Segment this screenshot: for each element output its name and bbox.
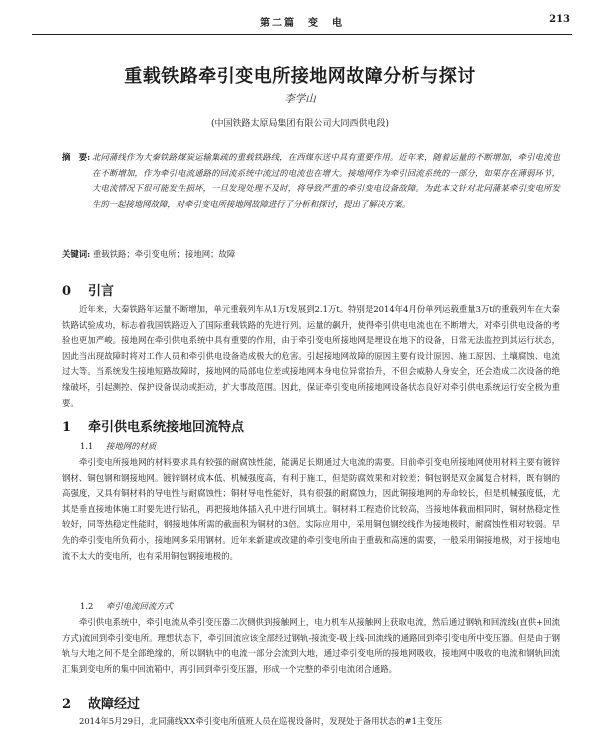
section-title: 引言 (88, 284, 115, 299)
article-title: 重载铁路牵引变电所接地网故障分析与探讨 (124, 66, 476, 87)
subsection-number: 1.2 (80, 601, 94, 611)
abstract-text: 北同蒲线作为大秦铁路煤炭运输集疏的重载铁路线，在西煤东送中具有重要作用。近年来，随着运量的不断增加，牵引电流也在不断增加，作为牵引电流通路的回流系统中流过的电流也在增大。接地网作为牵引回流系统的一部分，如果存在薄弱环节，大电流情况下很可能发生损坏，一旦发现处理不及时，将导致严重的牵引变电设备故障。为此本文针对北同蒲某牵引变电所发生的一起接地网故障，对牵引变电所接地网故障进行了分析和探讨，提出了解决方案。 (92, 152, 560, 209)
section-heading-intro (62, 280, 114, 299)
abstract-label: 摘 要: (62, 152, 91, 162)
section-title: 牵引供电系统接地回流特点 (88, 420, 245, 435)
subsection-heading-1-2 (80, 600, 173, 612)
subsection-title: 牵引电流回流方式 (106, 601, 173, 611)
keywords-text: 重载铁路；牵引变电所；接地网；故障 (92, 249, 236, 259)
subsection-heading-1-1 (80, 440, 156, 452)
subsection-number: 1.1 (80, 441, 94, 451)
section-2-paragraph: 2014年5月29日，北同蒲线XX牵引变电所值班人员在巡视设备时，发现处于备用状态的#1主变压 (79, 716, 443, 726)
section-number: 1 (62, 420, 72, 435)
section-title: 故障经过 (88, 697, 141, 712)
page-number: 213 (549, 14, 570, 25)
intro-paragraph: 近年来，大秦铁路年运量不断增加，单元重载列车从1万t发展到2.1万t。特别是2014年4月份单列运载重量3万t的重载列车在大秦铁路试验成功，标志着我国铁路迈入了国际重载铁路的先进行列。运量的飙升，使得牵引供电电流也在不断增大，对牵引供电设备的考验也更加严峻。接地网在牵引供电系统中具有重要的作用，由于牵引变电所接地网是埋设在地下的设备，日常无法监控到其运行状态，因此当出现故障时将对工作人员和牵引供电设备造成极大的危害。引起接地网故障的原因主要有设计原因、施工原因、土壤腐蚀、电流过大等。当系统发生接地短路故障时，接地网的局部电位差或接地网本身电位异常抬升，不但会威胁人身安全，还会造成二次设备的绝缘破坏，引起测控、保护设备误动或拒动，扩大事故范围。因此，保证牵引变电所接地网设备状态良好对牵引供电系统运行安全极为重要。 (62, 304, 560, 408)
section-number: 0 (62, 284, 72, 299)
article-author: 李学山 (284, 93, 316, 105)
section-number: 2 (62, 697, 72, 712)
section-heading-2 (62, 693, 140, 712)
running-header (32, 12, 572, 35)
running-title: 第二篇 变 电 (260, 18, 344, 29)
keywords (62, 248, 560, 260)
subsection-title: 接地网的材质 (106, 441, 157, 451)
article-affiliation: (中国铁路太原局集团有限公司大同西供电段) (210, 119, 390, 129)
keywords-label: 关键词: (62, 249, 91, 259)
section-heading-1 (62, 416, 244, 435)
subsection-1-1-paragraph: 牵引变电所接地网的材料要求具有较强的耐腐蚀性能，能满足长期通过大电流的需要。目前牵引变电所接地网使用材料主要有镀锌钢材、铜包钢和钢接地网。镀锌钢材成本低、机械强度高，有利于施工，但是防腐效果和对较差；铜包钢是双金属复合材料，既有钢的高强度，又具有铜材料的导电性与耐腐蚀性；铜材导电性能好，具有很强的耐腐蚀力，因此铜接地网的寿命较长，但是机械强度低，尤其是垂直接地体施工时要先进行钻孔，再把接地体插入孔中进行回填土。铜材料工程造价比较高，当接地体截面相同时，铜材热稳定性较好，同等热稳定性能时，钢接地体所需的截面积为铜材的3倍。实际应用中，采用铜包钢绞线作为接地极时，耐腐蚀性相对较弱。早先的牵引变电所负荷小，接地网多采用钢材。近年来新建或改建的牵引变电所由于重载和高速的需要，一般采用铜接地极，对于接地电流不太大的变电所，也有采用铜包钢接地极的。 (62, 457, 560, 561)
abstract (62, 150, 560, 212)
subsection-1-2-paragraph: 牵引供电系统中，牵引电流从牵引变压器二次侧供到接触网上，电力机车从接触网上获取电流，然后通过钢轨和回流线(直供+回流方式)流回到牵引变电所。理想状态下，牵引回流应该全部经过钢轨-接流变-吸上线-回流线的通路回到牵引变电所中变压器。但是由于钢轨与大地之间不是全部绝缘的，所以钢轨中的电流一部分会流到大地，通过牵引变电所的接地网吸收，接地网中吸收的电流和钢轨回流汇集到变电所的集中回流箱中，再引回到牵引变压器，形成一个完整的牵引电流闭合通路。 (62, 617, 560, 674)
